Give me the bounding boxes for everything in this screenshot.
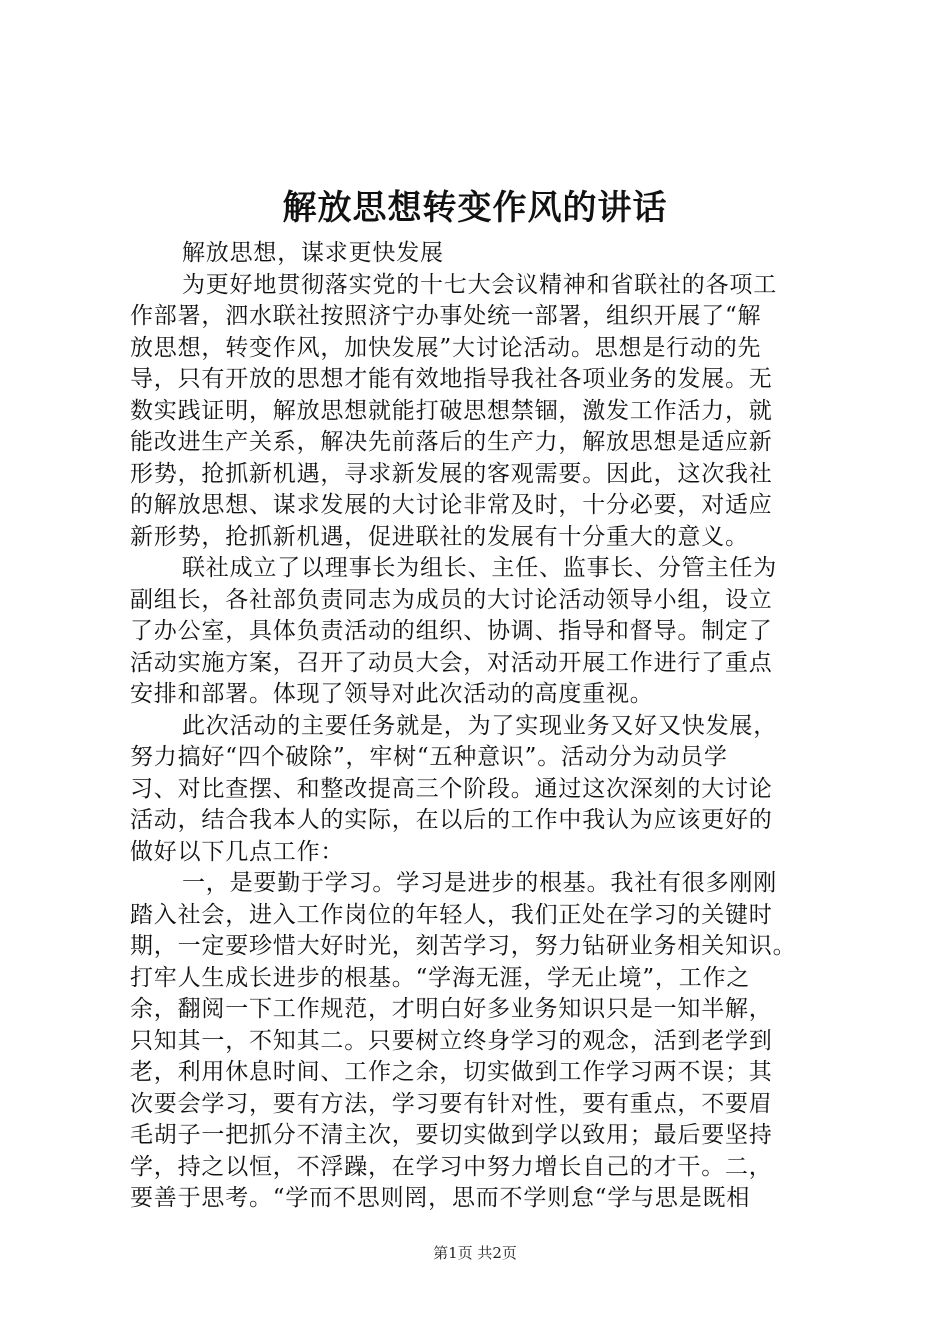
text-line: 余，翻阅一下工作规范，才明白好多业务知识只是一知半解， xyxy=(130,996,773,1022)
text-line: 联社成立了以理事长为组长、主任、监事长、分管主任为 xyxy=(182,555,777,581)
text-line: 老，利用休息时间、工作之余，切实做到工作学习两不误；其 xyxy=(130,1059,773,1085)
text-line: 导，只有开放的思想才能有效地指导我社各项业务的发展。无 xyxy=(130,366,773,392)
text-line: 此次活动的主要任务就是，为了实现业务又好又快发展， xyxy=(182,712,777,739)
page-footer: 第1页 共2页 xyxy=(433,1244,517,1262)
text-line: 作部署，泗水联社按照济宁办事处统一部署，组织开展了“解 xyxy=(130,303,762,329)
text-line: 了办公室，具体负责活动的组织、协调、指导和督导。制定了 xyxy=(130,618,773,644)
text-line: 活动实施方案，召开了动员大会，对活动开展工作进行了重点 xyxy=(130,649,773,676)
text-line: 放思想，转变作风，加快发展”大讨论活动。思想是行动的先 xyxy=(130,334,762,361)
text-line: 活动，结合我本人的实际，在以后的工作中我认为应该更好的 xyxy=(130,807,773,833)
text-line: 习、对比查摆、和整改提高三个阶段。通过这次深刻的大讨论 xyxy=(130,775,773,802)
text-line: 次要会学习，要有方法，学习要有针对性，要有重点，不要眉 xyxy=(130,1090,773,1117)
text-line: 踏入社会，进入工作岗位的年轻人，我们正处在学习的关键时 xyxy=(130,901,773,928)
text-line: 打牢人生成长进步的根基。“学海无涯，学无止境”，工作之 xyxy=(130,964,751,991)
text-line: 学，持之以恒，不浮躁，在学习中努力增长自己的才干。二， xyxy=(130,1153,773,1180)
text-line: 副组长，各社部负责同志为成员的大讨论活动领导小组，设立 xyxy=(130,586,773,613)
text-line: 形势，抢抓新机遇，寻求新发展的客观需要。因此，这次我社 xyxy=(130,460,773,487)
text-line: 能改进生产关系，解决先前落后的生产力，解放思想是适应新 xyxy=(130,429,773,455)
text-line: 安排和部署。体现了领导对此次活动的高度重视。 xyxy=(130,681,654,707)
text-line: 解放思想，谋求更快发展 xyxy=(182,240,444,266)
text-line: 新形势，抢抓新机遇，促进联社的发展有十分重大的意义。 xyxy=(130,523,749,550)
text-line: 一，是要勤于学习。学习是进步的根基。我社有很多刚刚 xyxy=(182,870,777,896)
text-line: 的解放思想、谋求发展的大讨论非常及时，十分必要，对适应 xyxy=(130,492,773,518)
text-line: 毛胡子一把抓分不清主次，要切实做到学以致用；最后要坚持 xyxy=(130,1122,773,1148)
text-line: 做好以下几点工作： xyxy=(130,838,345,865)
text-line: 数实践证明，解放思想就能打破思想禁锢，激发工作活力，就 xyxy=(130,397,773,424)
document-body xyxy=(130,238,830,1215)
text-line: 努力搞好“四个破除”，牢树“五种意识”。活动分为动员学 xyxy=(130,744,728,770)
text-line: 为更好地贯彻落实党的十七大会议精神和省联社的各项工 xyxy=(182,271,777,298)
text-line: 期，一定要珍惜大好时光，刻苦学习，努力钻研业务相关知识。 xyxy=(130,933,797,959)
document-title: 解放思想转变作风的讲话 xyxy=(282,188,668,228)
text-line: 要善于思考。“学而不思则罔，思而不学则怠“学与思是既相 xyxy=(130,1185,751,1211)
text-line: 只知其一，不知其二。只要树立终身学习的观念，活到老学到 xyxy=(130,1027,773,1054)
